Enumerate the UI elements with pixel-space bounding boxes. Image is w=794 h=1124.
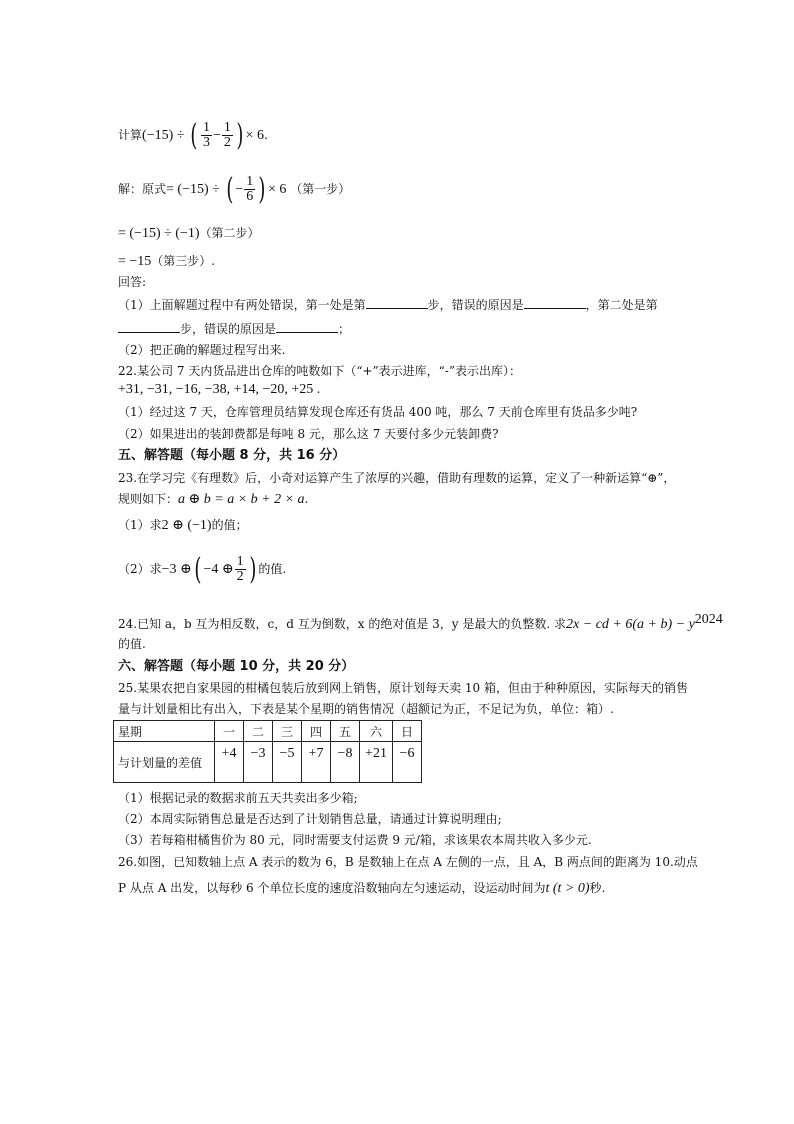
q21-sol-eq: = (−15) ÷ <box>166 182 220 197</box>
q21-sol-prefix: 解：原式 <box>118 182 167 196</box>
q23-p2-frac: $\frac{1}{2}$ <box>236 554 244 584</box>
q25-stem-1: 25.某果农把自家果园的柑橘包装后放到网上销售，原计划每天卖 10 箱，但由于种种原因，实际每天的销售 <box>118 681 688 695</box>
table-day-cell: 一 <box>215 721 244 742</box>
q21-line3-math: = −15 <box>118 254 152 269</box>
q24-tail: 的值. <box>118 637 146 651</box>
q21-period: . <box>264 128 268 142</box>
q22-part2: （2）如果进出的装卸费都是每吨 8 元，那么这 7 天要付多少元装卸费? <box>118 427 499 441</box>
q23-part1 <box>118 517 248 534</box>
q23-p1-suffix: 的值； <box>211 518 248 532</box>
table-row <box>114 721 422 742</box>
q21-answer-label: 回答: <box>118 275 147 289</box>
table-header-label: 星期 <box>114 721 215 742</box>
table-diff-cell: −8 <box>331 742 360 783</box>
q21-part2: （2）把正确的解题过程写出来. <box>118 343 286 357</box>
table-day-cell: 三 <box>273 721 302 742</box>
table-diff-cell: +4 <box>215 742 244 783</box>
q25-stem-2: 量与计划量相比有出入，下表是某个星期的销售情况（超额记为正，不足记为负，单位：箱）. <box>118 702 614 716</box>
left-paren-icon: ( <box>190 117 198 153</box>
q21-line2-math: = (−15) ÷ (−1) <box>118 226 200 241</box>
q21-p1-e: ； <box>338 322 351 336</box>
section-6-title: 六、解答题（每小题 10 分，共 20 分） <box>118 659 355 674</box>
answer-blank[interactable] <box>366 296 428 309</box>
right-paren-icon: ) <box>248 551 257 587</box>
table-day-cell: 六 <box>360 721 393 742</box>
q21-part1-line2 <box>118 320 350 337</box>
q25-part2: （2）本周实际销售总量是否达到了计划销售总量，请通过计算说明理由; <box>118 812 502 826</box>
q21-step2: （第二步） <box>199 226 260 240</box>
table-diff-cell: +7 <box>302 742 331 783</box>
q21-times-6: × 6 <box>245 128 264 143</box>
q23-p1-prefix: （1）求 <box>118 518 162 532</box>
table-diff-label: 与计划量的差值 <box>114 742 215 783</box>
q23-stem: 23.在学习完《有理数》后，小奇对运算产生了浓厚的兴趣，借助有理数的运算，定义了一种新运算“⊕”， <box>118 471 676 485</box>
sales-table <box>113 720 422 783</box>
q23-rule-math: a ⊕ b = a × b + 2 × a <box>178 492 305 507</box>
q21-sol-times6: × 6 <box>268 182 287 197</box>
q23-rule-suffix: . <box>304 492 309 506</box>
table-diff-cell: −6 <box>393 742 422 783</box>
q21-frac-1-3: $\frac{1}{3}$ <box>202 120 210 150</box>
left-paren-icon: ( <box>194 551 202 587</box>
q25-part3: （3）若每箱柑橘售价为 80 元，同时需要支付运费 9 元/箱，求该果农本周共收入多少元. <box>118 833 592 847</box>
q21-solution-line-1 <box>118 172 350 207</box>
q24-expr: 2x − cd + 6(a + b) − y <box>566 617 695 632</box>
q23-p2-math-b: −4 ⊕ <box>203 562 234 577</box>
table-day-cell: 五 <box>331 721 360 742</box>
q24-exponent: 2024 <box>694 612 723 627</box>
q21-minus: − <box>212 128 221 143</box>
q21-p1-c: ，第二处是第 <box>585 298 658 312</box>
q23-rule <box>118 491 308 508</box>
q22-stem: 22.某公司 7 天内货品进出仓库的吨数如下（“+”表示进库，“-”表示出库）： <box>118 364 521 378</box>
q21-solution-line-2 <box>118 223 260 244</box>
table-day-cell: 二 <box>244 721 273 742</box>
q21-p1-b: 步，错误的原因是 <box>427 298 524 312</box>
q26-line2-math: t (t > 0) <box>545 881 590 896</box>
table-diff-cell: +21 <box>360 742 393 783</box>
table-diff-cell: −3 <box>244 742 273 783</box>
section-5-title: 五、解答题（每小题 8 分，共 16 分） <box>118 448 346 463</box>
q25-part1: （1）根据记录的数据求前五天共卖出多少箱; <box>118 791 358 805</box>
q23-p2-math-a: −3 ⊕ <box>161 562 192 577</box>
q26-line2-a: P 从点 A 出发，以每秒 6 个单位长度的速度沿数轴向左匀速运动，设运动时间为 <box>118 881 546 895</box>
q26-line1: 26.如图，已知数轴上点 A 表示的数为 6，B 是数轴上在点 A 左侧的一点，且 A，B 两点间的距离为 10.动点 <box>118 855 698 869</box>
q22-values: +31, −31, −16, −38, +14, −20, +25 . <box>118 382 321 397</box>
q23-p2-suffix: 的值. <box>258 562 287 576</box>
q21-calc-expr: (−15) ÷ <box>142 128 185 143</box>
q21-calc-line <box>118 118 268 153</box>
q21-step3: （第三步）. <box>151 254 216 268</box>
q23-rule-prefix: 规则如下： <box>118 492 179 506</box>
q23-p2-prefix: （2）求 <box>118 562 162 576</box>
q21-calc-prefix: 计算 <box>118 128 143 142</box>
q26-line2 <box>118 880 605 897</box>
q23-part2 <box>118 552 286 587</box>
table-day-cell: 日 <box>393 721 422 742</box>
q22-part1: （1）经过这 7 天，仓库管理员结算发现仓库还有货品 400 吨，那么 7 天前仓库里有货品多少吨? <box>118 405 638 419</box>
right-paren-icon: ) <box>258 171 266 207</box>
q21-frac-1-2: $\frac{1}{2}$ <box>223 120 231 150</box>
q24-stem <box>118 612 723 633</box>
q21-p1-d: 步，错误的原因是 <box>180 322 277 336</box>
q21-part1-line1 <box>118 296 658 313</box>
q23-p1-math: 2 ⊕ (−1) <box>161 518 212 533</box>
right-paren-icon: ) <box>236 117 244 153</box>
answer-blank[interactable] <box>524 296 586 309</box>
table-diff-cell: −5 <box>273 742 302 783</box>
left-paren-icon: ( <box>226 171 234 207</box>
answer-blank[interactable] <box>276 320 338 333</box>
q21-solution-line-3 <box>118 253 215 270</box>
table-row <box>114 742 422 783</box>
q26-line2-b: 秒. <box>589 881 606 895</box>
answer-blank[interactable] <box>118 320 180 333</box>
table-day-cell: 四 <box>302 721 331 742</box>
q21-sol-neg: − <box>235 182 244 197</box>
q21-step1: （第一步） <box>290 182 351 196</box>
q21-p1-a: （1）上面解题过程中有两处错误，第一处是第 <box>118 298 366 312</box>
q21-sol-frac: $\frac{1}{6}$ <box>246 174 254 204</box>
q24-stem-text: 24.已知 a，b 互为相反数，c，d 互为倒数，x 的绝对值是 3，y 是最大的负整数. 求 <box>118 617 567 631</box>
